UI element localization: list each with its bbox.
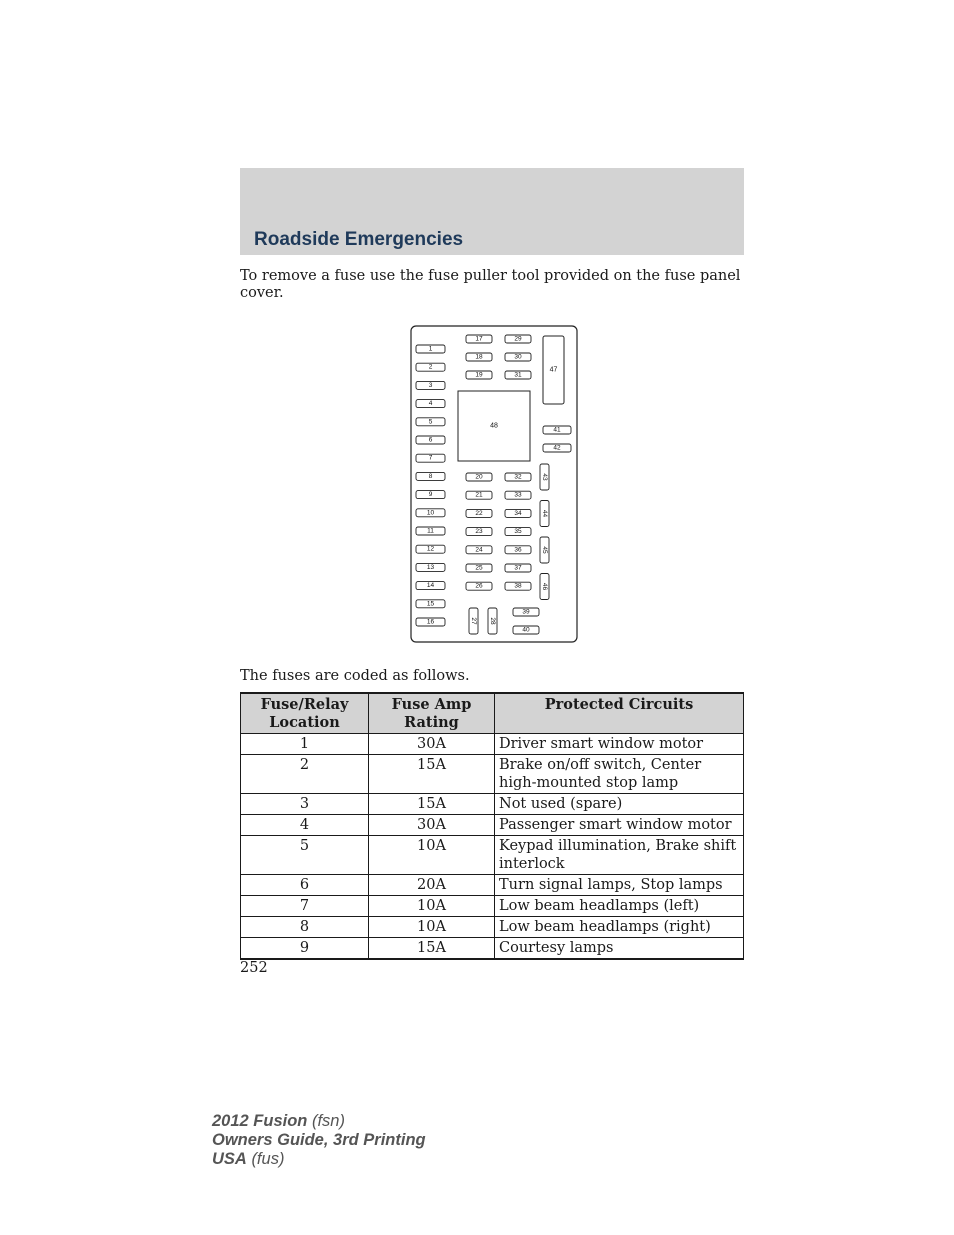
fuse-label: 20 — [475, 473, 483, 481]
cell-location: 9 — [241, 938, 369, 960]
header-protected-circuits: Protected Circuits — [495, 693, 744, 734]
fuse-label: 10 — [426, 509, 435, 517]
cell-amp-rating: 10A — [369, 896, 495, 917]
table-row — [241, 734, 744, 755]
fuse-label: 45 — [541, 546, 548, 554]
fuse-label: 23 — [475, 528, 483, 536]
fuse-label: 35 — [514, 528, 522, 536]
relay-48-label: 48 — [490, 422, 498, 430]
fuse-label: 8 — [428, 472, 433, 480]
cell-protected-circuits: Not used (spare) — [495, 794, 744, 815]
page-number: 252 — [240, 960, 268, 976]
fuse-label: 15 — [426, 600, 435, 608]
fuse-label: 17 — [475, 335, 483, 343]
cell-protected-circuits: Low beam headlamps (left) — [495, 896, 744, 917]
cell-protected-circuits: Brake on/off switch, Center high-mounted stop lamp — [495, 755, 744, 794]
section-title: Roadside Emergencies — [254, 229, 464, 250]
cell-amp-rating: 30A — [369, 815, 495, 836]
fuse-label: 13 — [426, 563, 435, 571]
fuse-label: 19 — [475, 371, 483, 379]
cell-protected-circuits: Keypad illumination, Brake shift interlock — [495, 836, 744, 875]
cell-location: 6 — [241, 875, 369, 896]
fuse-label: 34 — [514, 509, 522, 517]
table-header-row — [241, 693, 744, 734]
fuse-label: 37 — [514, 564, 522, 572]
cell-protected-circuits: Courtesy lamps — [495, 938, 744, 960]
fuse-label: 24 — [475, 546, 483, 554]
coded-intro-text: The fuses are coded as follows. — [240, 668, 470, 684]
fuse-label: 40 — [522, 626, 530, 634]
fuse-panel-diagram — [410, 325, 578, 643]
fuse-label: 41 — [553, 426, 561, 434]
footer-market-code: (fus) — [251, 1150, 285, 1168]
footer-guide: Owners Guide, 3rd Printing — [212, 1131, 426, 1149]
cell-location: 7 — [241, 896, 369, 917]
footer — [212, 1112, 426, 1169]
cell-location: 2 — [241, 755, 369, 794]
fuse-label: 5 — [428, 418, 433, 426]
cell-amp-rating: 30A — [369, 734, 495, 755]
cell-amp-rating: 10A — [369, 836, 495, 875]
cell-protected-circuits: Passenger smart window motor — [495, 815, 744, 836]
fuse-label: 29 — [514, 335, 522, 343]
cell-amp-rating: 15A — [369, 938, 495, 960]
cell-location: 5 — [241, 836, 369, 875]
fuse-label: 4 — [428, 400, 433, 408]
fuse-label: 27 — [470, 617, 477, 625]
relay-47-label: 47 — [549, 366, 558, 374]
fuse-label: 3 — [428, 381, 433, 389]
fuse-label: 32 — [514, 473, 522, 481]
fuse-label: 25 — [475, 564, 483, 572]
table-row — [241, 896, 744, 917]
fuse-label: 44 — [541, 509, 548, 518]
footer-model-code: (fsn) — [311, 1112, 345, 1130]
header-amp-rating: Fuse Amp Rating — [369, 693, 495, 734]
cell-location: 3 — [241, 794, 369, 815]
cell-location: 8 — [241, 917, 369, 938]
fuse-label: 42 — [553, 444, 561, 452]
fuse-label: 18 — [475, 353, 483, 361]
fuse-label: 2 — [428, 363, 433, 371]
fuse-label: 14 — [426, 582, 435, 590]
fuse-table — [240, 692, 744, 960]
fuse-label: 16 — [426, 618, 435, 626]
fuse-label: 26 — [475, 582, 483, 590]
table-row — [241, 875, 744, 896]
table-row — [241, 917, 744, 938]
footer-model: 2012 Fusion — [212, 1112, 308, 1130]
fuse-label: 7 — [428, 454, 433, 462]
fuse-label: 11 — [427, 527, 434, 535]
footer-line-2 — [212, 1131, 426, 1150]
cell-protected-circuits: Low beam headlamps (right) — [495, 917, 744, 938]
cell-amp-rating: 10A — [369, 917, 495, 938]
footer-line-1 — [212, 1112, 426, 1131]
fuse-label: 31 — [514, 371, 522, 379]
table-row — [241, 836, 744, 875]
fuse-label: 38 — [514, 582, 522, 590]
cell-amp-rating: 20A — [369, 875, 495, 896]
fuse-label: 46 — [541, 582, 548, 591]
cell-location: 1 — [241, 734, 369, 755]
fuse-label: 22 — [475, 509, 483, 517]
section-header-band — [240, 168, 744, 255]
fuse-label: 43 — [541, 473, 548, 481]
cell-amp-rating: 15A — [369, 755, 495, 794]
footer-line-3 — [212, 1150, 426, 1169]
table-row — [241, 755, 744, 794]
header-location: Fuse/Relay Location — [241, 693, 369, 734]
fuse-label: 30 — [514, 353, 522, 361]
fuse-label: 36 — [514, 546, 522, 554]
cell-protected-circuits: Driver smart window motor — [495, 734, 744, 755]
fuse-label: 12 — [426, 545, 435, 553]
intro-paragraph: To remove a fuse use the fuse puller tool provided on the fuse panel cover. — [240, 268, 741, 301]
table-row — [241, 938, 744, 960]
table-row — [241, 815, 744, 836]
fuse-label: 39 — [522, 608, 530, 616]
cell-protected-circuits: Turn signal lamps, Stop lamps — [495, 875, 744, 896]
cell-amp-rating: 15A — [369, 794, 495, 815]
fuse-label: 9 — [428, 491, 433, 499]
fuse-label: 6 — [428, 436, 433, 444]
fuse-label: 33 — [514, 491, 522, 499]
footer-market: USA — [212, 1150, 247, 1168]
fuse-label: 28 — [489, 617, 496, 625]
fuse-label: 1 — [428, 345, 433, 353]
fuse-label: 21 — [475, 491, 483, 499]
table-row — [241, 794, 744, 815]
cell-location: 4 — [241, 815, 369, 836]
